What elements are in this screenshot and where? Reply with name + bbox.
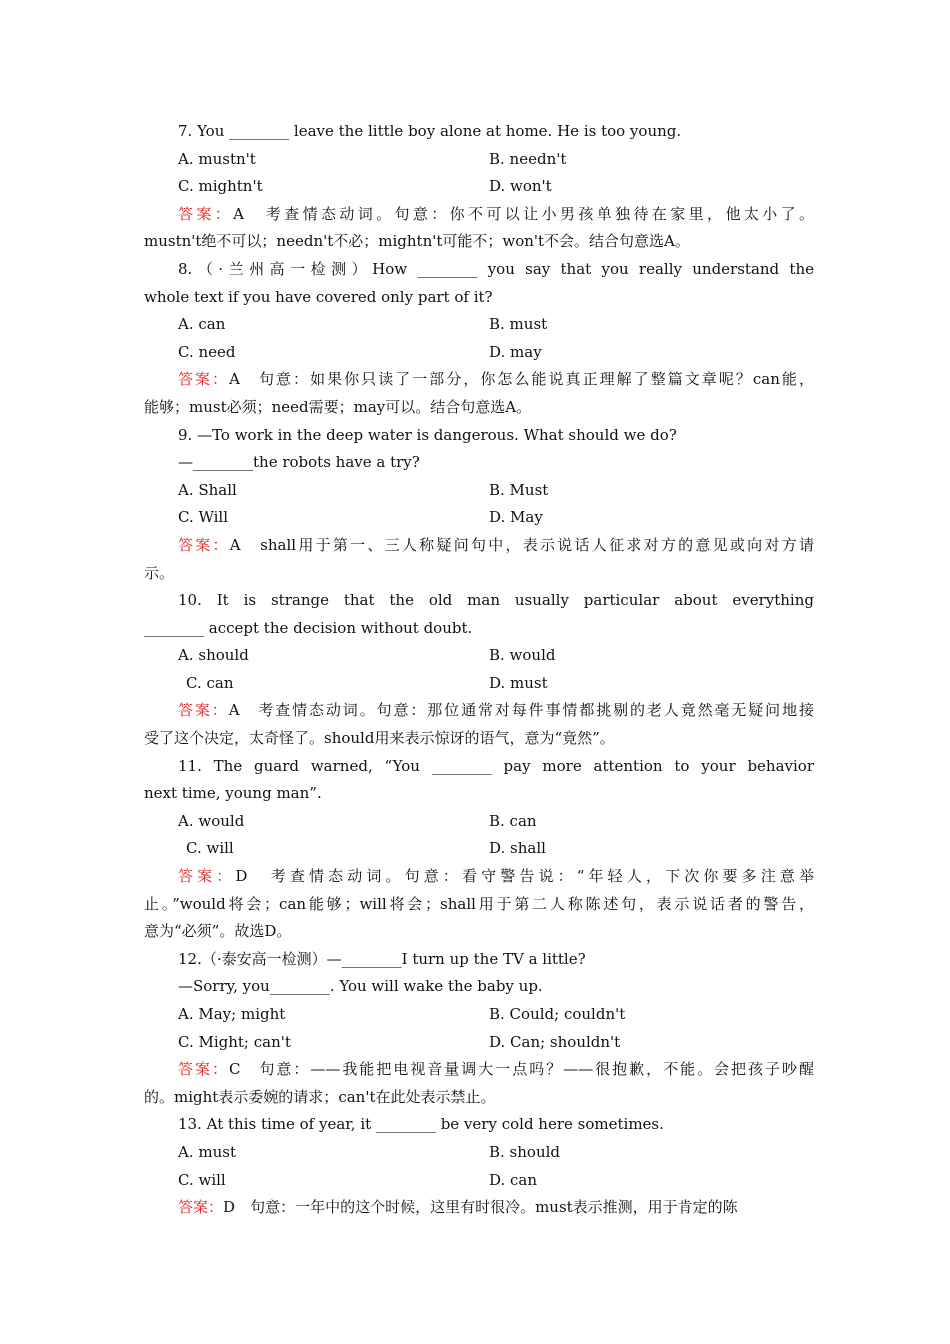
explanation-continued: 受了这个决定，太奇怪了。should用来表示惊讶的语气，意为“竟然”。 bbox=[144, 729, 615, 748]
question-stem: 10. It is strange that the old man usually particular about everything bbox=[178, 591, 814, 610]
answer-line bbox=[144, 532, 814, 560]
options-row bbox=[144, 1029, 814, 1057]
option-d: D. May bbox=[489, 508, 543, 527]
option-b: B. can bbox=[489, 811, 537, 830]
answer-line bbox=[144, 366, 814, 394]
question-stem-continued: next time, young man”. bbox=[144, 784, 322, 803]
option-a: A. can bbox=[178, 315, 226, 334]
option-b: B. should bbox=[489, 1142, 561, 1161]
answer-letter: D bbox=[235, 867, 248, 886]
option-a: A. mustn't bbox=[178, 149, 256, 168]
options-row bbox=[144, 1167, 814, 1195]
options-row bbox=[144, 670, 814, 698]
option-c: C. will bbox=[178, 1170, 226, 1189]
answer-label: 答案： bbox=[178, 867, 236, 886]
option-a: A. Shall bbox=[178, 480, 237, 499]
option-c: C. will bbox=[186, 839, 234, 858]
answer-line bbox=[144, 1194, 814, 1222]
options-row bbox=[144, 339, 814, 367]
explanation-text: 考查情态动词。句意：看守警告说：“年轻人，下次你要多注意举 bbox=[270, 867, 814, 886]
option-a: A. must bbox=[178, 1142, 236, 1161]
question-stem-continued: whole text if you have covered only part of it? bbox=[144, 287, 493, 306]
option-b: B. would bbox=[489, 646, 556, 665]
question-stem: 11. The guard warned, “You ________ pay more attention to your behavior bbox=[178, 756, 814, 775]
answer-line bbox=[144, 697, 814, 725]
answer-label: 答案： bbox=[178, 370, 230, 389]
answer-letter: D bbox=[223, 1198, 236, 1217]
option-a: A. would bbox=[178, 811, 245, 830]
option-c: C. Will bbox=[178, 508, 229, 527]
option-c: C. can bbox=[186, 673, 234, 692]
answer-letter: C bbox=[228, 1060, 241, 1079]
question-stem: 9. —To work in the deep water is dangerous. What should we do? bbox=[178, 425, 677, 444]
question-stem-continued: ________ accept the decision without doubt. bbox=[144, 618, 473, 637]
explanation-continued: 示。 bbox=[144, 563, 175, 582]
explanation-text: 句意：一年中的这个时候，这里有时很冷。must表示推测，用于肯定的陈 bbox=[250, 1198, 738, 1217]
options-row bbox=[144, 642, 814, 670]
answer-label: 答案： bbox=[178, 1060, 229, 1079]
answer-letter: A bbox=[229, 535, 241, 554]
explanation-continued: mustn't绝不可以；needn't不必；mightn't可能不；won't不会。结合句意选A。 bbox=[144, 232, 690, 251]
option-c: C. Might; can't bbox=[178, 1032, 291, 1051]
answer-letter: A bbox=[233, 204, 245, 223]
option-d: D. Can; shouldn't bbox=[489, 1032, 621, 1051]
question-13 bbox=[144, 1111, 814, 1221]
answer-label: 答案： bbox=[178, 204, 234, 223]
question-10 bbox=[144, 587, 814, 753]
question-stem-reply: —________the robots have a try? bbox=[178, 453, 420, 472]
answer-letter: A bbox=[228, 701, 240, 720]
explanation-text: 考查情态动词。句意：那位通常对每件事情都挑剔的老人竟然毫无疑问地接 bbox=[258, 701, 814, 720]
question-stem: 7. You ________ leave the little boy alone at home. He is too young. bbox=[178, 122, 682, 140]
question-12 bbox=[144, 946, 814, 1112]
explanation-continued: 能够；must必须；need需要；may可以。结合句意选A。 bbox=[144, 397, 532, 416]
options-row bbox=[144, 504, 814, 532]
option-d: D. won't bbox=[489, 177, 552, 196]
question-stem: 8.（·兰州高一检测）How ________ you say that you really understand the bbox=[178, 259, 814, 278]
explanation-continued: 的。might表示委婉的请求；can't在此处表示禁止。 bbox=[144, 1087, 496, 1106]
option-a: A. May; might bbox=[178, 1005, 286, 1023]
explanation-text: shall用于第一、三人称疑问句中，表示说话人征求对方的意见或向对方请 bbox=[260, 535, 814, 554]
options-row bbox=[144, 311, 814, 339]
options-row bbox=[144, 808, 814, 836]
answer-label: 答案： bbox=[178, 535, 230, 554]
option-d: D. must bbox=[489, 673, 548, 692]
answer-line bbox=[144, 201, 814, 229]
explanation-text: 考查情态动词。句意：你不可以让小男孩单独待在家里，他太小了。 bbox=[265, 204, 814, 223]
option-d: D. may bbox=[489, 342, 542, 361]
answer-line bbox=[144, 863, 814, 891]
question-stem: 12.（·泰安高一检测）—________I turn up the TV a little? bbox=[178, 949, 586, 968]
options-row bbox=[144, 477, 814, 505]
options-row bbox=[144, 835, 814, 863]
question-8 bbox=[144, 256, 814, 422]
option-c: C. need bbox=[178, 342, 236, 361]
options-row bbox=[144, 1139, 814, 1167]
options-row bbox=[144, 146, 814, 174]
option-b: B. Could; couldn't bbox=[489, 1005, 626, 1023]
answer-letter: A bbox=[229, 370, 240, 389]
explanation-text: 句意：如果你只读了一部分，你怎么能说真正理解了整篇文章呢？can能， bbox=[259, 370, 814, 389]
answer-label: 答案： bbox=[178, 701, 229, 720]
question-11 bbox=[144, 753, 814, 946]
explanation-continued: 止。”would将会；can能够；will将会；shall用于第二人称陈述句，表示说话者的警告， bbox=[144, 894, 814, 913]
question-7 bbox=[144, 118, 814, 256]
answer-label: 答案： bbox=[178, 1198, 224, 1217]
options-row bbox=[144, 1001, 814, 1029]
answer-line bbox=[144, 1056, 814, 1084]
explanation-continued: 意为“必须”。故选D。 bbox=[144, 922, 292, 941]
option-d: D. can bbox=[489, 1170, 538, 1189]
document-page bbox=[144, 118, 814, 1222]
question-stem-reply: —Sorry, you________. You will wake the baby up. bbox=[178, 977, 543, 996]
options-row bbox=[144, 173, 814, 201]
question-stem: 13. At this time of year, it ________ be very cold here sometimes. bbox=[178, 1115, 664, 1134]
option-d: D. shall bbox=[489, 839, 546, 858]
option-b: B. needn't bbox=[489, 149, 567, 168]
explanation-text: 句意：——我能把电视音量调大一点吗？——很抱歉，不能。会把孩子吵醒 bbox=[259, 1060, 814, 1079]
option-b: B. Must bbox=[489, 480, 549, 499]
option-b: B. must bbox=[489, 315, 548, 334]
question-9 bbox=[144, 422, 814, 588]
option-a: A. should bbox=[178, 646, 249, 665]
option-c: C. mightn't bbox=[178, 177, 263, 196]
